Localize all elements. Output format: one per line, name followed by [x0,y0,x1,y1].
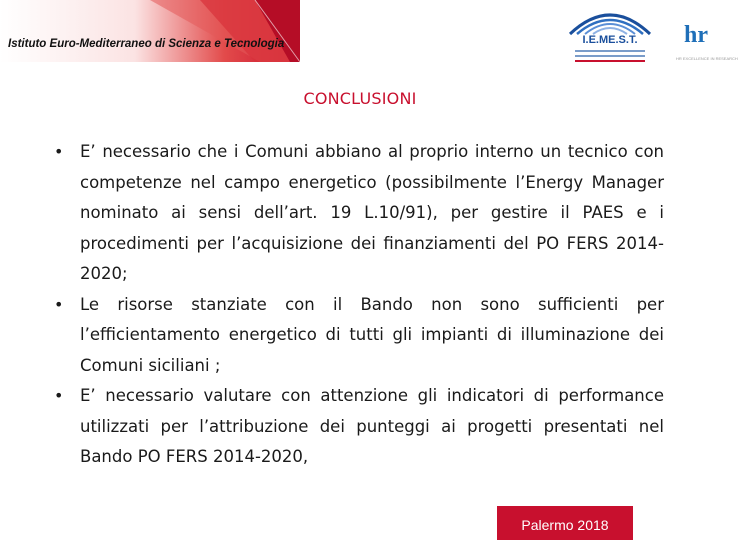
institute-name: Istituto Euro-Mediterraneo di Scienza e Tecnologia [8,38,285,50]
footer-location-year: Palermo 2018 [521,517,609,533]
bullet-icon: • [54,294,64,314]
list-item [48,137,664,290]
list-item [48,290,664,382]
iemest-arcs-icon [555,2,665,36]
logo-subtitle-line [575,60,645,62]
conclusions-list [48,137,664,473]
bullet-text: E’ necessario che i Comuni abbiano al proprio interno un tecnico con competenze nel campo energetico (possibilmente l’Energy Manager nominato ai sensi dell’art. 19 L.10/91), per gestire il PAES e i procedimenti per l’acquisizione dei finanziamenti del PO FERS 2014-2020; [80,142,664,283]
iemest-logo-text: I.E.ME.S.T. [582,34,638,46]
hr-excellence-logo [668,20,738,68]
bullet-icon: • [54,386,64,405]
hr-logo-text: hr [684,22,708,48]
slide-title: CONCLUSIONI [303,89,417,108]
bullet-text: Le risorse stanziate con il Bando non sono sufficienti per l’efficientamento energetico di tutti gli impianti di illuminazione dei Comuni siciliani ; [80,294,664,375]
logo-subtitle-line [575,50,645,52]
footer-badge [497,506,633,540]
bullet-icon: • [54,142,64,161]
bullet-text: E’ necessario valutare con attenzione gli indicatori di performance utilizzati per l’attribuzione dei punteggi ai progetti presentati nel Bando PO FERS 2014-2020, [80,386,664,466]
header-banner [0,0,300,62]
hr-logo-subtitle: HR EXCELLENCE IN RESEARCH [676,56,738,61]
list-item [48,381,664,473]
logo-subtitle-line [575,55,645,57]
iemest-logo [555,2,665,66]
banner-stripes-graphic [0,0,300,62]
